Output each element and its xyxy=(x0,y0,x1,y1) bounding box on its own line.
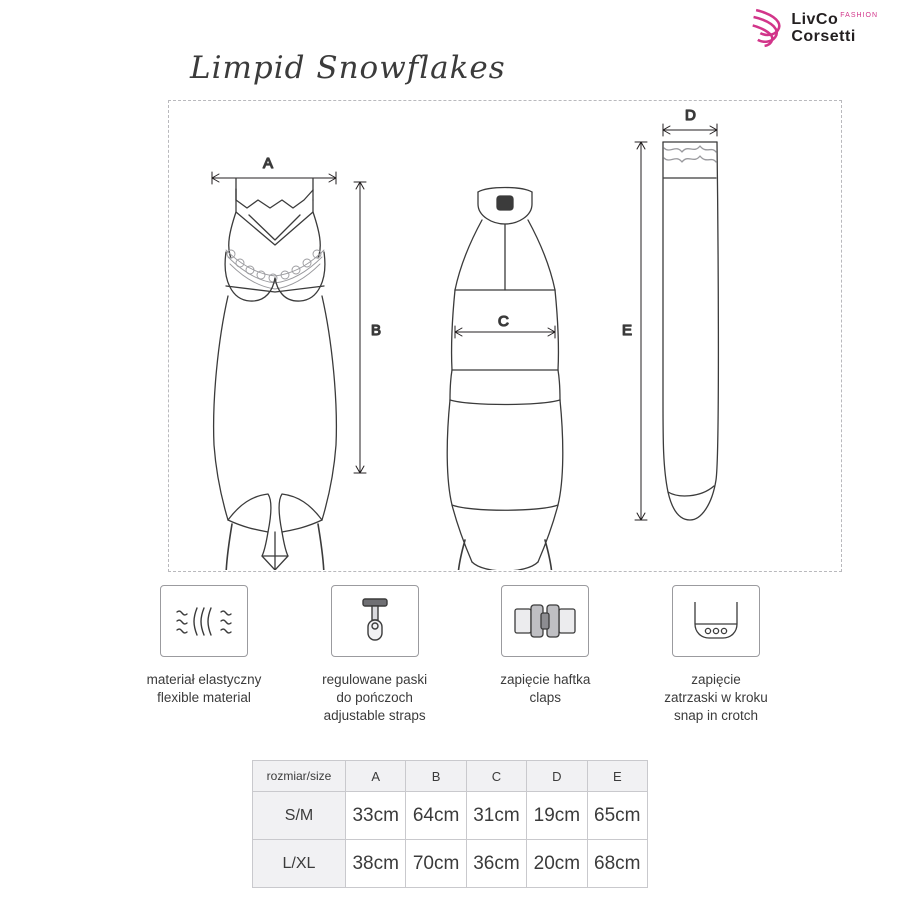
feature-clasps xyxy=(461,585,629,726)
elastic-material-icon xyxy=(173,598,235,644)
cell-b: 64cm xyxy=(406,792,466,840)
feature-caption-pl: zapięcie haftka xyxy=(500,672,591,687)
feature-caption-pl: zapięcie xyxy=(691,672,741,687)
feature-caption-pl2: zatrzaski w kroku xyxy=(664,690,768,706)
header-b: B xyxy=(406,761,466,792)
cell-e: 65cm xyxy=(587,792,647,840)
feature-icon-box xyxy=(672,585,760,657)
size-table xyxy=(252,760,648,888)
header-size-label: rozmiar/size xyxy=(253,761,346,792)
cell-a: 33cm xyxy=(346,792,406,840)
livco-corsetti-logo-icon xyxy=(751,8,785,48)
feature-caption xyxy=(322,671,427,726)
feature-caption xyxy=(664,671,768,726)
header-c: C xyxy=(466,761,526,792)
clasp-icon xyxy=(513,601,577,641)
measure-label-d: D xyxy=(685,107,696,124)
measure-label-b: B xyxy=(371,322,382,339)
measure-label-e: E xyxy=(622,322,633,339)
feature-caption-pl: materiał elastyczny xyxy=(146,672,262,687)
header-d: D xyxy=(527,761,587,792)
measure-label-c: C xyxy=(498,313,509,330)
brand-name-line2: Corsetti xyxy=(791,27,856,45)
brand-wordmark xyxy=(791,12,878,45)
brand-logo xyxy=(751,8,878,48)
cell-e: 68cm xyxy=(587,840,647,888)
feature-caption-pl: regulowane paski xyxy=(322,672,428,687)
technical-drawings xyxy=(0,100,900,570)
feature-flexible-material xyxy=(120,585,288,726)
size-chart xyxy=(252,760,648,888)
feature-icon-box xyxy=(331,585,419,657)
feature-caption-en: snap in crotch xyxy=(673,708,758,724)
feature-snap-crotch xyxy=(632,585,800,726)
cell-d: 20cm xyxy=(527,840,587,888)
header-a: A xyxy=(346,761,406,792)
feature-caption-en: adjustable straps xyxy=(323,708,426,724)
diagram-figures xyxy=(0,100,900,570)
cell-c: 31cm xyxy=(466,792,526,840)
header-e: E xyxy=(587,761,647,792)
feature-icon-box xyxy=(160,585,248,657)
feature-caption-en: claps xyxy=(529,690,562,706)
brand-name-line1: LivCo xyxy=(791,10,839,28)
feature-caption-en: flexible material xyxy=(157,690,251,706)
row-size-label: L/XL xyxy=(253,840,346,888)
cell-d: 19cm xyxy=(527,792,587,840)
row-size-label: S/M xyxy=(253,792,346,840)
feature-icons-row xyxy=(120,585,800,726)
cell-a: 38cm xyxy=(346,840,406,888)
cell-b: 70cm xyxy=(406,840,466,888)
brand-fashion-tag: FASHION xyxy=(840,11,878,19)
table-header-row xyxy=(253,761,648,792)
adjustable-strap-icon xyxy=(353,595,397,647)
page-title: Limpid Snowflakes xyxy=(190,50,506,86)
feature-caption xyxy=(147,671,262,707)
table-row xyxy=(253,792,648,840)
feature-caption-pl2: do pończoch xyxy=(336,690,413,706)
cell-c: 36cm xyxy=(466,840,526,888)
table-row xyxy=(253,840,648,888)
feature-icon-box xyxy=(501,585,589,657)
feature-adjustable-straps xyxy=(291,585,459,726)
snap-crotch-icon xyxy=(685,598,747,644)
measure-label-a: A xyxy=(263,155,274,172)
feature-caption xyxy=(500,671,590,707)
